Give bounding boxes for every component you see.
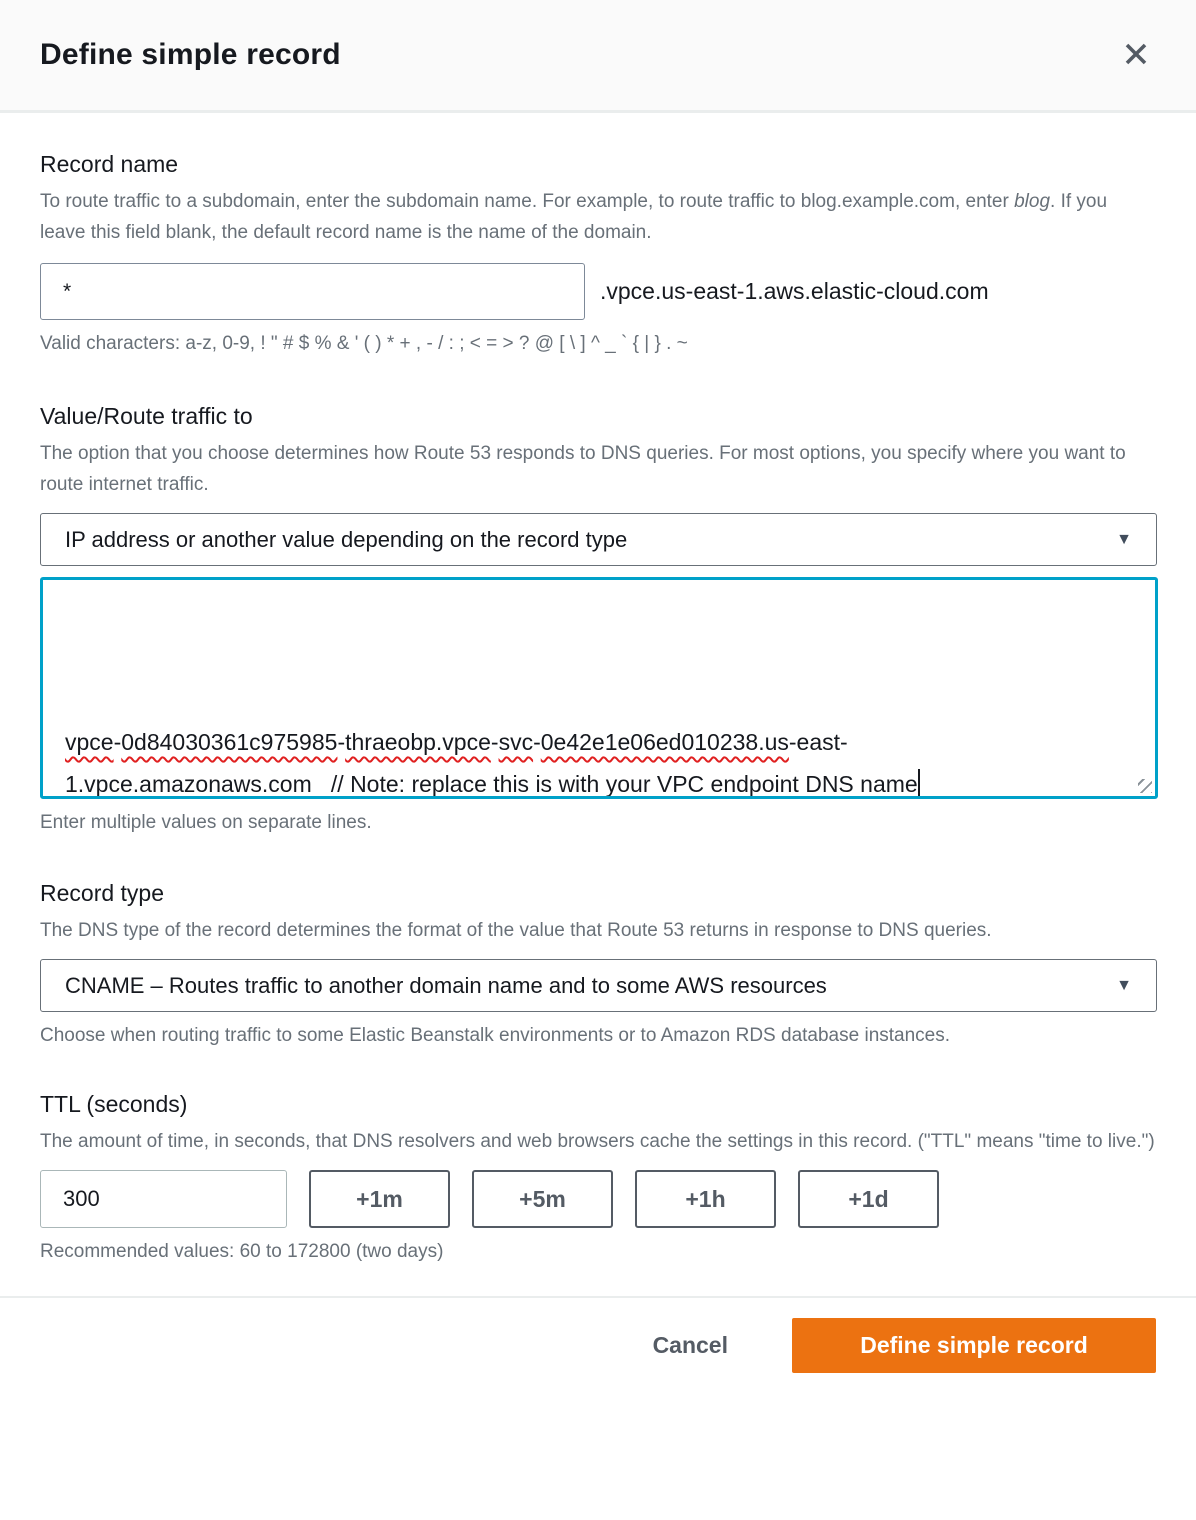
- record-name-label: Record name: [40, 151, 179, 177]
- close-icon: [1122, 40, 1150, 71]
- value-route-select[interactable]: [40, 513, 1157, 566]
- dialog-footer: [0, 1296, 1196, 1390]
- record-name-description: To route traffic to a subdomain, enter the subdomain name. For example, to route traffic to blog.example.com, enter blog. If you leave this field blank, the default record name is the name of the domain.: [40, 191, 1108, 243]
- dialog-title: Define simple record: [40, 38, 341, 71]
- cancel-button[interactable]: Cancel: [652, 1332, 728, 1358]
- domain-suffix: .vpce.us-east-1.aws.elastic-cloud.com: [600, 278, 989, 304]
- ttl-row: [40, 1170, 1156, 1228]
- ttl-label: TTL (seconds): [40, 1091, 188, 1117]
- multiple-values-helper: Enter multiple values on separate lines.: [40, 812, 372, 833]
- record-name-description-italic: blog: [1014, 191, 1051, 212]
- value-route-section: [40, 403, 1156, 834]
- record-type-helper: Choose when routing traffic to some Elastic Beanstalk environments or to Amazon RDS database instances.: [40, 1025, 951, 1046]
- record-type-description: The DNS type of the record determines the format of the value that Route 53 returns in response to DNS queries.: [40, 920, 992, 941]
- value-route-description: The option that you choose determines how Route 53 responds to DNS queries. For most options, you specify where you want to route internet traffic.: [40, 443, 1126, 495]
- record-type-section: [40, 880, 1156, 1047]
- ttl-plus-1m-button[interactable]: +1m: [309, 1170, 450, 1228]
- record-name-row: [40, 263, 1156, 320]
- chevron-down-icon: ▼: [1116, 530, 1132, 548]
- chevron-down-icon: ▼: [1116, 976, 1132, 994]
- value-route-select-value: IP address or another value depending on the record type: [65, 526, 628, 552]
- record-type-select-value: CNAME – Routes traffic to another domain name and to some AWS resources: [65, 972, 827, 998]
- dialog-body: [0, 113, 1196, 1263]
- ttl-section: [40, 1091, 1156, 1263]
- textarea-line: 1.vpce.amazonaws.com // Note: replace this is with your VPC endpoint DNS name: [65, 771, 918, 797]
- record-type-label: Record type: [40, 880, 165, 906]
- resize-handle[interactable]: [1138, 779, 1152, 793]
- ttl-plus-1d-button[interactable]: +1d: [798, 1170, 939, 1228]
- ttl-description: The amount of time, in seconds, that DNS resolvers and web browsers cache the settings in this record. ("TTL" means "time to live."): [40, 1131, 1155, 1152]
- ttl-input[interactable]: [40, 1170, 287, 1228]
- record-name-section: [40, 151, 1156, 355]
- record-type-select[interactable]: [40, 959, 1157, 1012]
- ttl-plus-1h-button[interactable]: +1h: [635, 1170, 776, 1228]
- define-simple-record-button[interactable]: Define simple record: [792, 1318, 1156, 1373]
- valid-characters-helper: Valid characters: a-z, 0-9, ! " # $ % & ' ( ) * + , - / : ; < = > ? @ [ \ ] ^ _ ` { | } . ~: [40, 333, 688, 354]
- close-button[interactable]: [1118, 36, 1154, 75]
- textarea-line: vpce-0d84030361c975985-thraeobp.vpce-svc-0e42e1e06ed010238.us-east-: [65, 729, 848, 755]
- text-cursor: [918, 769, 920, 796]
- record-name-input[interactable]: [40, 263, 585, 320]
- dialog-header: [0, 0, 1196, 113]
- ttl-recommended-helper: Recommended values: 60 to 172800 (two days): [40, 1241, 444, 1262]
- value-route-label: Value/Route traffic to: [40, 403, 253, 429]
- value-textarea[interactable]: [40, 577, 1158, 799]
- ttl-plus-5m-button[interactable]: +5m: [472, 1170, 613, 1228]
